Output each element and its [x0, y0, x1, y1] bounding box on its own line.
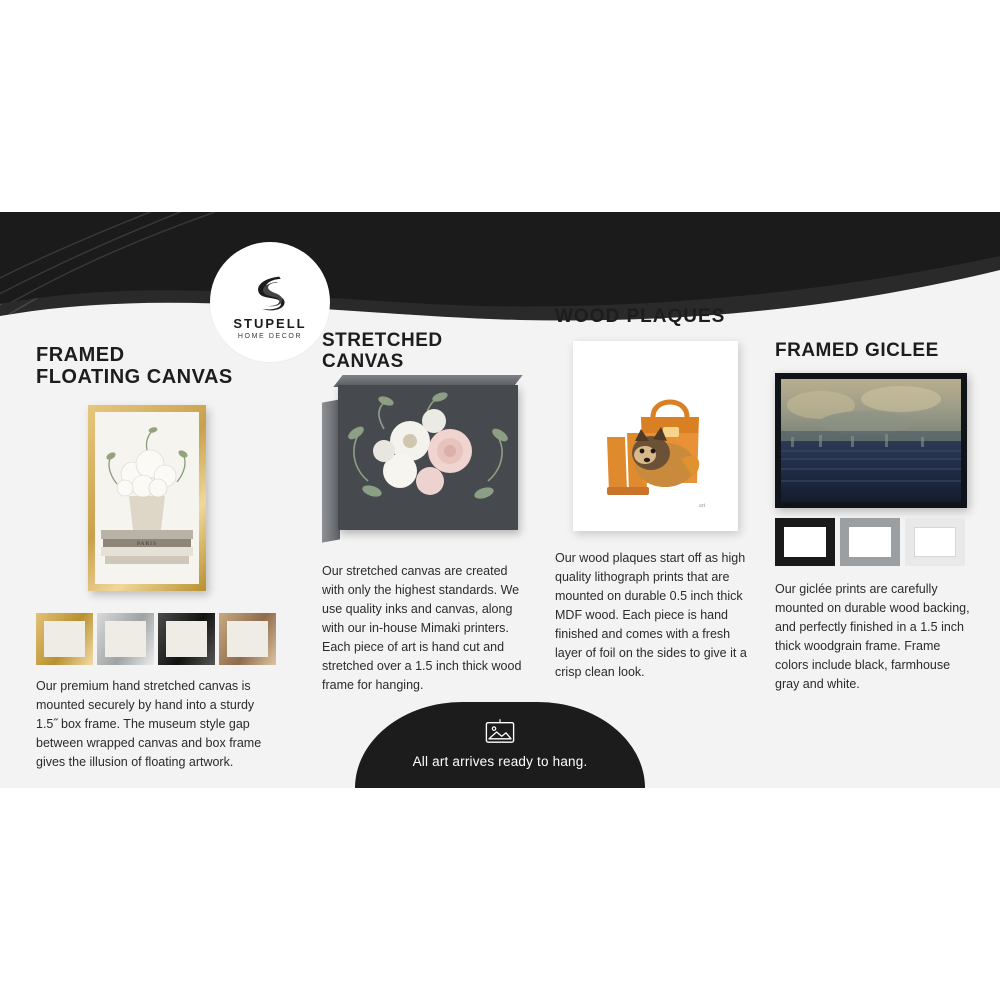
section-title-line2: CANVAS: [322, 351, 404, 373]
white-frame-sample[interactable]: [905, 518, 965, 566]
wood-plaque-artwork: [573, 341, 738, 531]
section-title: [555, 306, 755, 327]
section-title-line1: WOOD PLAQUES: [555, 306, 726, 327]
section-framed-floating-canvas: [36, 344, 286, 772]
giclee-art-inner: [781, 379, 961, 502]
bouquet-art-illustration: [95, 412, 199, 584]
section-description: Our premium hand stretched canvas is mounted securely by hand into a sturdy 1.5˝ box frame. The museum style gap between wrapped canvas and box frame gives the illusion of floating artwork.: [36, 678, 262, 769]
floating-canvas-inner: [95, 412, 199, 584]
section-description: Our stretched canvas are created with only the highest standards. We use quality inks and canvas, along with our in-house Mimaki printers. Each piece of art is hand cut and stretched over a 1.5 inch thick wood frame for hanging.: [322, 563, 522, 692]
section-title-line1: FRAMED: [36, 344, 125, 366]
section-title-line1: STRETCHED: [322, 330, 443, 351]
yorkie-handbag-illustration: [573, 341, 738, 531]
section-title: [775, 340, 975, 361]
section-title-line2: FLOATING CANVAS: [36, 366, 233, 389]
silver-frame-swatch[interactable]: [97, 613, 154, 665]
framed-picture-icon: [483, 718, 517, 746]
stretched-canvas-artwork: [322, 383, 532, 548]
framed-giclee-artwork: [775, 373, 967, 508]
brand-name: STUPELL: [233, 315, 307, 331]
section-framed-giclee: [775, 340, 975, 694]
giclee-frame-samples: [775, 518, 975, 566]
section-description: Our giclée prints are carefully mounted on durable wood backing, and perfectly finished in a 1.5 inch thick woodgrain frame. Frame colors include black, farmhouse gray and white.: [775, 582, 970, 692]
floral-canvas-illustration: [338, 385, 518, 530]
section-description: Our wood plaques start off as high quality lithograph prints that are mounted on durable 0.5 inch thick MDF wood. Each piece is hand finished and comes with a fresh layer of foil on the sides to give it a crisp clean look.: [555, 551, 747, 680]
ready-to-hang-banner: [355, 702, 645, 788]
product-info-graphic: [0, 212, 1000, 788]
frame-color-swatches: [36, 613, 286, 665]
header-wave-band: [0, 212, 1000, 332]
gold-frame-swatch[interactable]: [36, 613, 93, 665]
gold-box-frame: [88, 405, 206, 591]
svg-text:PARIS: PARIS: [136, 540, 158, 547]
abstract-landscape-illustration: [781, 379, 961, 502]
farmhouse-gray-frame-sample[interactable]: [840, 518, 900, 566]
black-frame-sample[interactable]: [775, 518, 835, 566]
canvas-front-face: [338, 385, 518, 530]
black-frame-swatch[interactable]: [158, 613, 215, 665]
brand-logo: [210, 242, 330, 362]
svg-text:art: art: [699, 503, 706, 510]
section-stretched-canvas: [322, 330, 522, 695]
stupell-swirl-logo-icon: [247, 269, 293, 315]
section-title: [322, 330, 522, 373]
framed-floating-canvas-artwork: [36, 403, 286, 603]
bronze-frame-swatch[interactable]: [219, 613, 276, 665]
banner-text: All art arrives ready to hang.: [412, 754, 588, 769]
brand-subtitle: HOME DECOR: [237, 332, 303, 340]
section-wood-plaques: [555, 306, 755, 682]
section-title-line1: FRAMED GICLEE: [775, 340, 939, 361]
